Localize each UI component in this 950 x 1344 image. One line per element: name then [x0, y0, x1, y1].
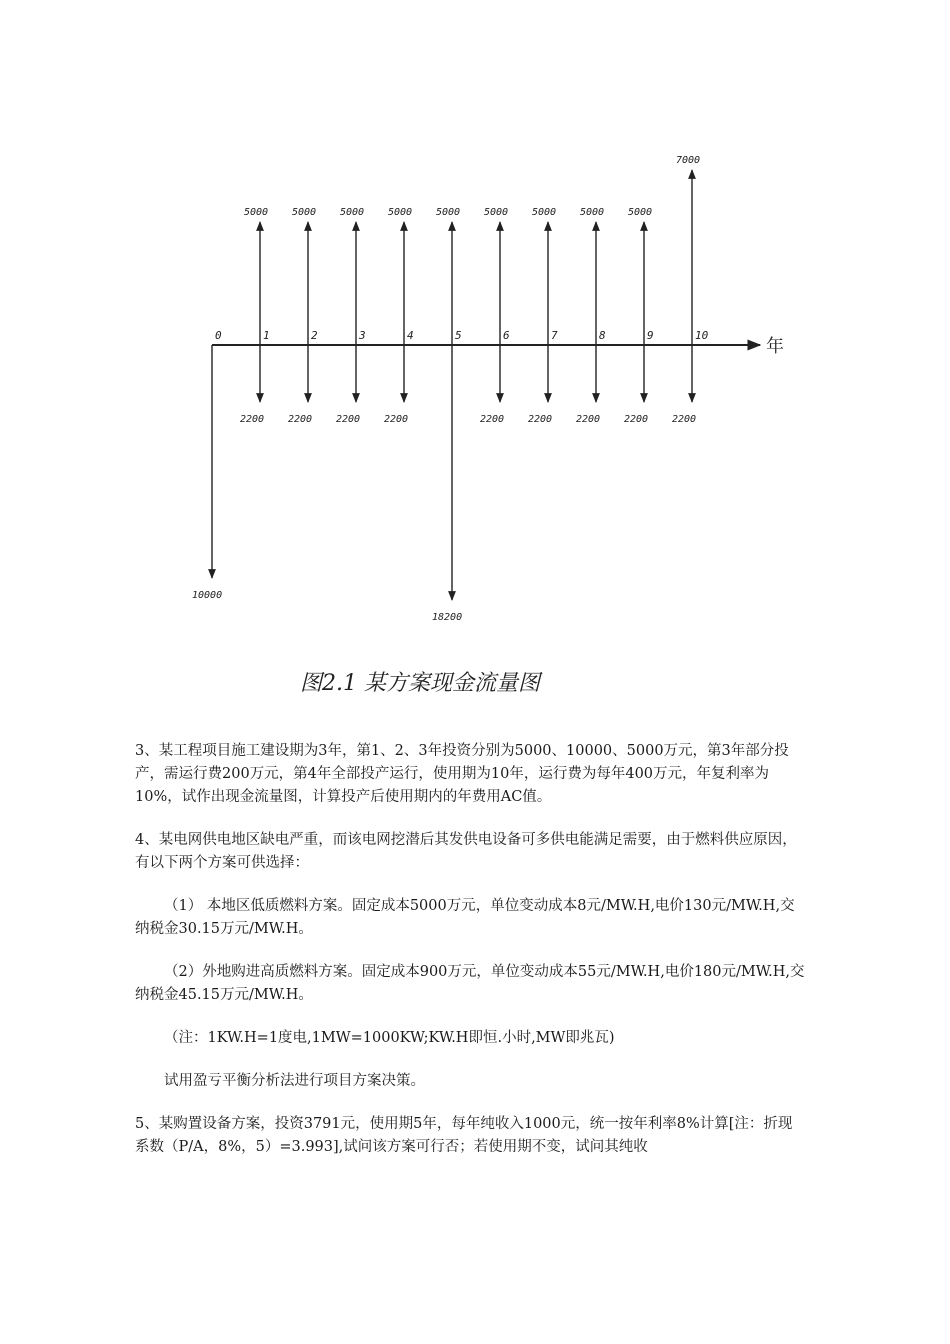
period-label-6: 6	[503, 329, 510, 342]
outflow-label-2: 2200	[288, 414, 313, 425]
inflow-label-3: 5000	[340, 207, 365, 218]
outflow-label-1: 2200	[240, 414, 265, 425]
inflow-label-5: 5000	[436, 207, 461, 218]
outflow-label-6: 2200	[480, 414, 505, 425]
period-label-10: 10	[695, 329, 709, 342]
period-label-9: 9	[647, 329, 654, 342]
inflow-label-7: 5000	[532, 207, 557, 218]
figure-caption: 图2.1 某方案现金流量图	[300, 671, 540, 696]
question-text	[135, 740, 805, 1179]
outflow-label-0: 10000	[192, 590, 223, 601]
inflow-label-8: 5000	[580, 207, 605, 218]
cash-flow-diagram	[180, 150, 800, 710]
period-label-0: 0	[215, 329, 222, 342]
period-label-3: 3	[359, 329, 366, 342]
inflow-label-2: 5000	[292, 207, 317, 218]
outflow-label-4: 2200	[384, 414, 409, 425]
period-label-8: 8	[599, 329, 606, 342]
question-4-option-1: （1） 本地区低质燃料方案。固定成本5000万元，单位变动成本8元/MW.H,电价130元/MW.H,交纳税金30.15万元/MW.H。	[135, 898, 795, 937]
outflow-label-7: 2200	[528, 414, 553, 425]
inflow-label-4: 5000	[388, 207, 413, 218]
period-label-5: 5	[455, 329, 462, 342]
outflow-label-10: 2200	[672, 414, 697, 425]
outflow-label-9: 2200	[624, 414, 649, 425]
question-3: 3、某工程项目施工建设期为3年，第1、2、3年投资分别为5000、10000、5000万元，第3年部分投产，需运行费200万元，第4年全部投产运行，使用期为10年，运行费为每年400万元，年复利率为10%，试作出现金流量图，计算投产后使用期内的年费用AC值。	[135, 743, 789, 805]
period-label-1: 1	[263, 329, 270, 342]
outflow-label-5: 18200	[432, 612, 463, 623]
inflow-label-9: 5000	[628, 207, 653, 218]
question-4-option-2: （2）外地购进高质燃料方案。固定成本900万元，单位变动成本55元/MW.H,电价180元/MW.H,交纳税金45.15万元/MW.H。	[135, 964, 805, 1003]
inflow-label-6: 5000	[484, 207, 509, 218]
axis-unit-label: 年	[766, 336, 784, 357]
outflow-label-3: 2200	[336, 414, 361, 425]
period-label-4: 4	[407, 329, 414, 342]
question-5: 5、某购置设备方案，投资3791元，使用期5年，每年纯收入1000元，统一按年利率8%计算[注：折现系数（P/A，8%，5）=3.993],试问该方案可行否；若使用期不变，试问其纯收	[135, 1116, 793, 1155]
period-label-2: 2	[311, 329, 318, 342]
period-label-7: 7	[551, 329, 558, 342]
question-4-intro: 4、某电网供电地区缺电严重，而该电网挖潜后其发供电设备可多供电能满足需要，由于燃料供应原因，有以下两个方案可供选择：	[135, 832, 797, 871]
outflow-label-8: 2200	[576, 414, 601, 425]
question-4-note: （注：1KW.H=1度电,1MW=1000KW;KW.H即恒.小时,MW即兆瓦)	[164, 1030, 615, 1046]
question-4-task: 试用盈亏平衡分析法进行项目方案决策。	[164, 1073, 425, 1089]
inflow-label-10: 7000	[676, 155, 701, 166]
inflow-label-1: 5000	[244, 207, 269, 218]
